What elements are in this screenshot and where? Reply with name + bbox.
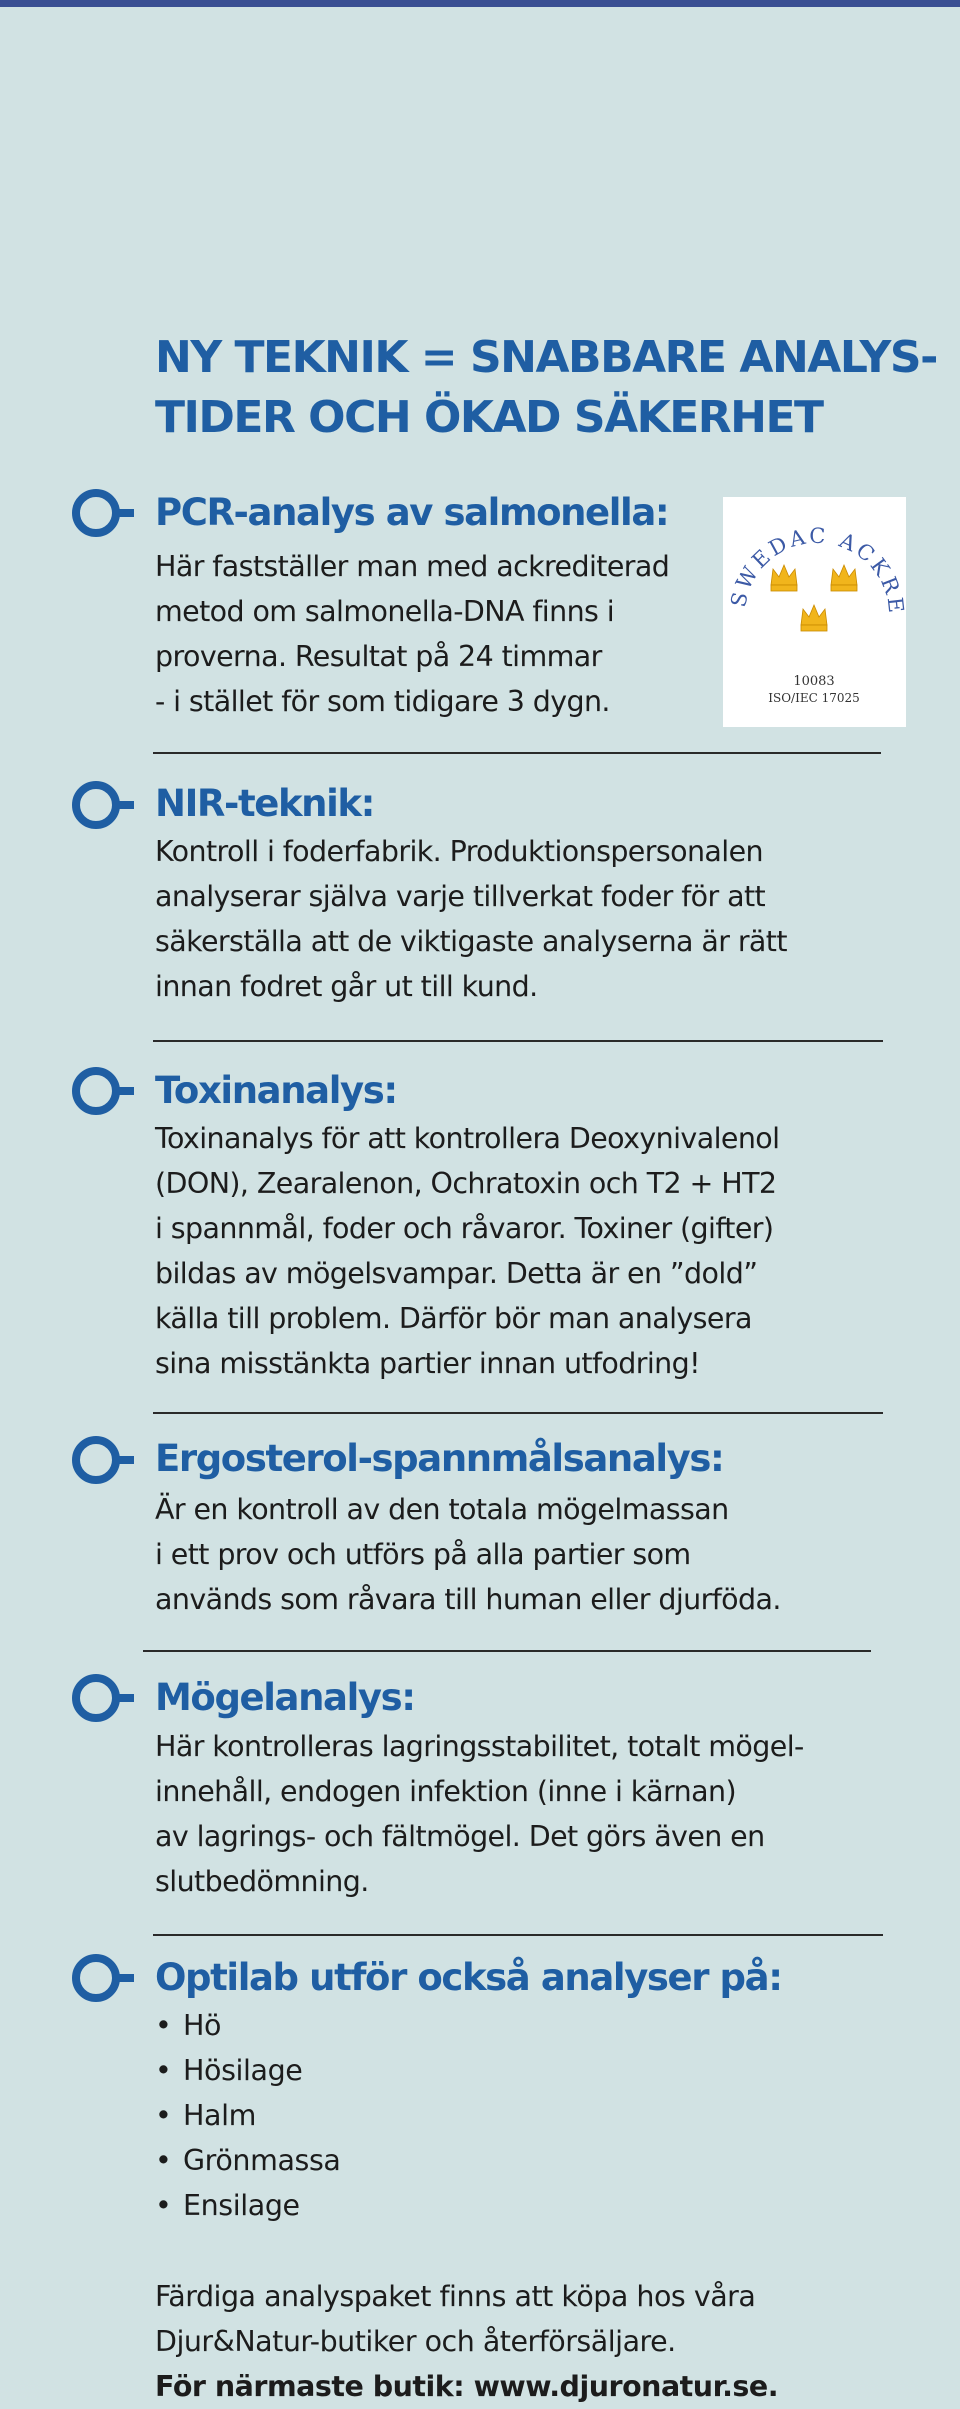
body-line: (DON), Zearalenon, Ochratoxin och T2 + HT2 — [155, 1167, 777, 1200]
section-divider — [153, 752, 881, 754]
body-line: Kontroll i foderfabrik. Produktionspersonalen — [155, 835, 763, 868]
section-marker-icon — [72, 1432, 134, 1488]
body-line: används som råvara till human eller djurföda. — [155, 1583, 781, 1616]
logo-arc-text: SWEDAC ACKRE — [726, 523, 906, 617]
body-line: av lagrings- och fältmögel. Det görs även en — [155, 1820, 765, 1853]
headline-line-1: NY TEKNIK = SNABBARE ANALYS- — [155, 332, 937, 383]
body-line: sina misstänkta partier innan utfodring! — [155, 1347, 700, 1380]
list-item: • Grönmassa — [155, 2138, 340, 2183]
body-line: säkerställa att de viktigaste analyserna är rätt — [155, 925, 787, 958]
section-body-toxin — [155, 1116, 779, 1386]
body-line: innan fodret går ut till kund. — [155, 970, 538, 1003]
body-line: analyserar själva varje tillverkat foder för att — [155, 880, 766, 913]
swedac-accreditation-logo — [723, 497, 906, 727]
list-item: • Ensilage — [155, 2183, 340, 2228]
section-divider — [153, 1040, 883, 1042]
body-line: bildas av mögelsvampar. Detta är en ”dold” — [155, 1257, 758, 1290]
analysis-list — [155, 2003, 340, 2228]
headline-line-2: TIDER OCH ÖKAD SÄKERHET — [155, 392, 823, 443]
body-line: metod om salmonella-DNA finns i — [155, 595, 615, 628]
footer-line-1: Färdiga analyspaket finns att köpa hos våra — [155, 2280, 756, 2313]
top-accent-bar — [0, 0, 960, 7]
body-line: Toxinanalys för att kontrollera Deoxynivalenol — [155, 1122, 780, 1155]
body-line: innehåll, endogen infektion (inne i kärnan) — [155, 1775, 736, 1808]
body-line: källa till problem. Därför bör man analysera — [155, 1302, 752, 1335]
section-title-optilab: Optilab utför också analyser på: — [155, 1956, 782, 1999]
section-body-pcr — [155, 544, 669, 724]
footer-store-link[interactable]: För närmaste butik: www.djuronatur.se. — [155, 2370, 779, 2403]
section-marker-icon — [72, 1670, 134, 1726]
body-line: - i stället för som tidigare 3 dygn. — [155, 685, 610, 718]
section-title-mogel: Mögelanalys: — [155, 1676, 415, 1719]
section-marker-icon — [72, 1063, 134, 1119]
svg-text:SWEDAC ACKREDITERING — [723, 497, 906, 617]
logo-number: 10083 — [793, 674, 835, 689]
swedac-seal-icon — [723, 497, 906, 727]
body-line: i ett prov och utförs på alla partier som — [155, 1538, 691, 1571]
logo-standard: ISO/IEC 17025 — [768, 691, 860, 705]
section-title-pcr: PCR-analys av salmonella: — [155, 491, 669, 534]
section-divider — [153, 1934, 883, 1936]
section-divider — [143, 1650, 871, 1652]
body-line: Här fastställer man med ackrediterad — [155, 550, 670, 583]
section-body-ergosterol — [155, 1487, 781, 1622]
section-marker-icon — [72, 1950, 134, 2006]
footer-line-2: Djur&Natur-butiker och återförsäljare. — [155, 2325, 676, 2358]
body-line: Är en kontroll av den totala mögelmassan — [155, 1493, 729, 1526]
list-item: • Halm — [155, 2093, 340, 2138]
section-title-nir: NIR-teknik: — [155, 782, 374, 825]
section-body-mogel — [155, 1724, 804, 1904]
body-line: slutbedömning. — [155, 1865, 369, 1898]
body-line: i spannmål, foder och råvaror. Toxiner (gifter) — [155, 1212, 774, 1245]
section-title-ergosterol: Ergosterol-spannmålsanalys: — [155, 1437, 724, 1480]
footer-text — [155, 2274, 778, 2409]
section-divider — [153, 1412, 883, 1414]
body-line: Här kontrolleras lagringsstabilitet, totalt mögel- — [155, 1730, 804, 1763]
list-item: • Hösilage — [155, 2048, 340, 2093]
page-headline — [155, 328, 937, 448]
section-body-nir — [155, 829, 787, 1009]
list-item: • Hö — [155, 2003, 340, 2048]
section-title-toxin: Toxinanalys: — [155, 1069, 397, 1112]
section-marker-icon — [72, 485, 134, 541]
body-line: proverna. Resultat på 24 timmar — [155, 640, 602, 673]
section-marker-icon — [72, 777, 134, 833]
